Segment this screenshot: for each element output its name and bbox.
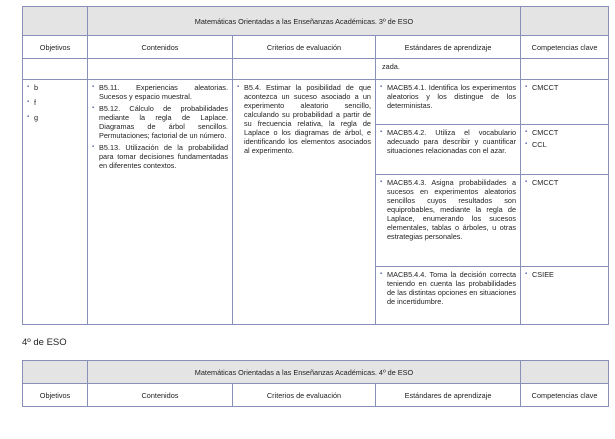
header-objetivos: Objetivos bbox=[23, 384, 88, 407]
empty-cell bbox=[233, 59, 376, 80]
criterios-cell bbox=[233, 80, 376, 325]
curriculum-table-3eso bbox=[22, 6, 609, 325]
title-spacer-cell bbox=[23, 7, 88, 36]
estandar-item: ▪ MACB5.4.2. Utiliza el vocabulario adecuado para describir y cuantificar situaciones relacionadas con el azar. bbox=[380, 128, 516, 155]
criterio-item: ▪ B5.4. Estimar la posibilidad de que acontezca un suceso asociado a un experimento aleatorio sencillo, calculando su probabilidad a partir de su frecuencia relativa, la regla de Laplace o los diagramas de árbol, e identificando los elementos asociados al experimento. bbox=[237, 83, 371, 155]
table-title-row bbox=[23, 361, 609, 384]
contenido-item: ▪ B5.11. Experiencias aleatorias. Sucesos y espacio muestral. bbox=[92, 83, 228, 101]
empty-cell bbox=[88, 59, 233, 80]
curriculum-table-4eso bbox=[22, 360, 609, 407]
empty-cell bbox=[23, 59, 88, 80]
table-title: Matemáticas Orientadas a las Enseñanzas Académicas. 3º de ESO bbox=[88, 7, 521, 36]
table-row bbox=[23, 80, 609, 125]
header-contenidos: Contenidos bbox=[88, 36, 233, 59]
estandar-item: ▪ MACB5.4.4. Toma la decisión correcta teniendo en cuenta las probabilidades de las distintas opciones en situaciones de incertidumbre. bbox=[380, 270, 516, 306]
table-title: Matemáticas Orientadas a las Enseñanzas Académicas. 4º de ESO bbox=[88, 361, 521, 384]
objetivo-item: ▪ g bbox=[27, 113, 83, 122]
column-header-row bbox=[23, 36, 609, 59]
competencia-item: ▪ CMCCT bbox=[525, 178, 604, 187]
title-spacer-cell bbox=[521, 361, 609, 384]
competencia-item: ▪ CMCCT bbox=[525, 83, 604, 92]
title-spacer-cell bbox=[521, 7, 609, 36]
column-header-row bbox=[23, 384, 609, 407]
table-title-row bbox=[23, 7, 609, 36]
header-objetivos: Objetivos bbox=[23, 36, 88, 59]
contenido-item: ▪ B5.12. Cálculo de probabilidades mediante la regla de Laplace. Diagramas de árbol sencillos. Permutaciones; factorial de un número. bbox=[92, 104, 228, 140]
header-estandares: Estándares de aprendizaje bbox=[376, 384, 521, 407]
competencias-cell bbox=[521, 267, 609, 325]
header-criterios: Criterios de evaluación bbox=[233, 36, 376, 59]
estandar-cell bbox=[376, 175, 521, 267]
contenidos-cell bbox=[88, 80, 233, 325]
header-criterios: Criterios de evaluación bbox=[233, 384, 376, 407]
title-spacer-cell bbox=[23, 361, 88, 384]
estandar-cell bbox=[376, 267, 521, 325]
objetivos-cell bbox=[23, 80, 88, 325]
continuation-text: zada. bbox=[376, 59, 521, 80]
competencias-cell bbox=[521, 175, 609, 267]
header-estandares: Estándares de aprendizaje bbox=[376, 36, 521, 59]
estandar-cell bbox=[376, 80, 521, 125]
competencia-item: ▪ CMCCT bbox=[525, 128, 604, 137]
competencias-cell bbox=[521, 125, 609, 175]
objetivo-item: ▪ b bbox=[27, 83, 83, 92]
competencia-item: ▪ CSIEE bbox=[525, 270, 604, 279]
empty-cell bbox=[521, 59, 609, 80]
competencias-cell bbox=[521, 80, 609, 125]
objetivo-item: ▪ f bbox=[27, 98, 83, 107]
header-competencias: Competencias clave bbox=[521, 384, 609, 407]
estandar-item: ▪ MACB5.4.1. Identifica los experimentos aleatorios y los distingue de los deterministas. bbox=[380, 83, 516, 110]
estandar-item: ▪ MACB5.4.3. Asigna probabilidades a sucesos en experimentos aleatorios sencillos cuyos resultados son equiprobables, mediante la regla de Laplace, enumerando los sucesos elementales, tablas o árboles, u otras estrategias personales. bbox=[380, 178, 516, 241]
header-contenidos: Contenidos bbox=[88, 384, 233, 407]
contenido-item: ▪ B5.13. Utilización de la probabilidad para tomar decisiones fundamentadas en diferentes contextos. bbox=[92, 143, 228, 170]
competencia-item: ▪ CCL bbox=[525, 140, 604, 149]
header-competencias: Competencias clave bbox=[521, 36, 609, 59]
section-heading: 4º de ESO bbox=[22, 337, 67, 348]
continuation-row bbox=[23, 59, 609, 80]
estandar-cell bbox=[376, 125, 521, 175]
